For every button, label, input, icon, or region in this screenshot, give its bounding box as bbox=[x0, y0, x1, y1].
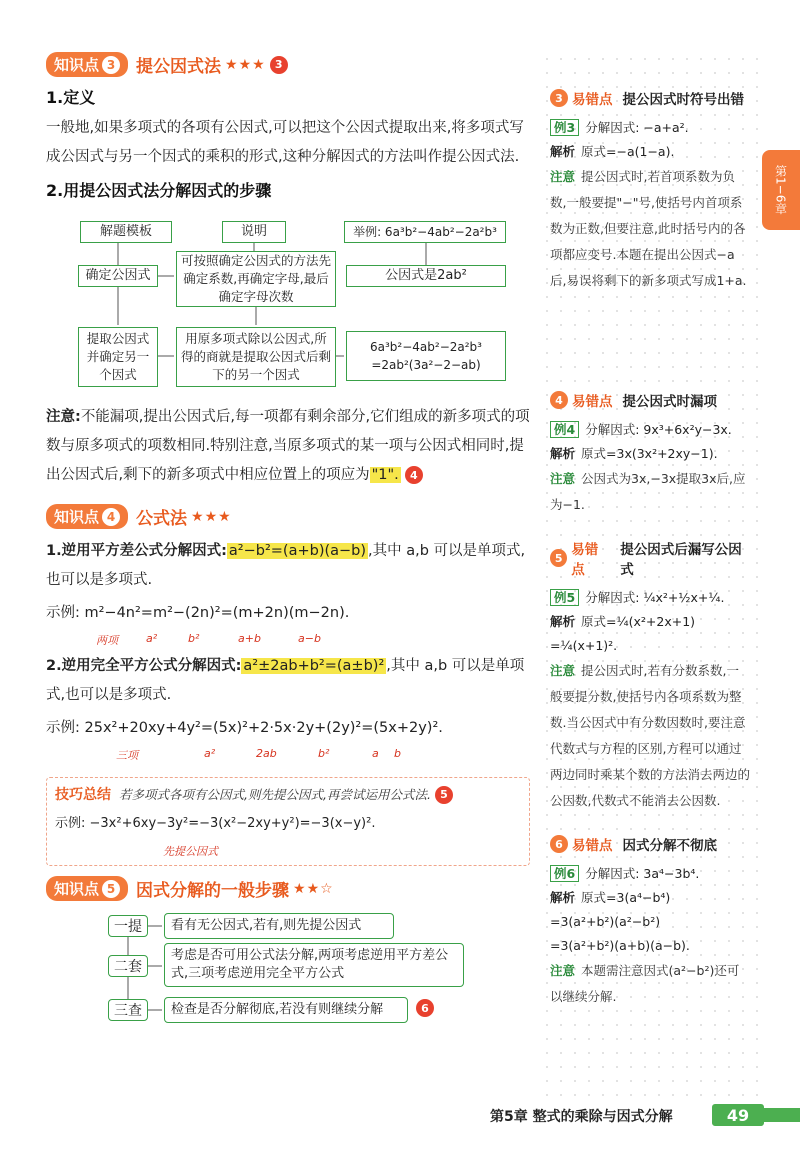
footer bbox=[0, 1100, 800, 1130]
ann1-1: a² bbox=[146, 632, 158, 645]
flow-a1: 确定公因式 bbox=[78, 265, 158, 287]
tip-annotation: 先提公因式 bbox=[163, 845, 218, 858]
e4-head: 4 易错点 提公因式时漏项 bbox=[550, 390, 750, 410]
e5-question: 例5 分解因式: ¼x²+½x+¼. bbox=[550, 586, 750, 610]
k3-title: 提公因式法 bbox=[136, 57, 222, 77]
ann2-5: b bbox=[394, 747, 401, 760]
k3-stars: ★★★ bbox=[225, 56, 266, 73]
e5-analysis-2: =¼(x+1)². bbox=[550, 638, 618, 653]
ann2-4: a bbox=[372, 747, 379, 760]
flow-a2: 提取公因式并确定另一个因式 bbox=[78, 327, 158, 387]
e6-question: 例6 分解因式: 3a⁴−3b⁴. bbox=[550, 862, 750, 886]
k3-mark: 3 bbox=[270, 56, 288, 74]
k3-sub1: 1.定义 bbox=[46, 88, 96, 107]
e5-note: 注意 提公因式时,若有分数系数,一般要提分数,使括号内各项系数为整数.当公因式中有分数因数时,要注意代数式与方程的区别,方程可以通过两边同时乘某个数的方法消去两边的公因数,代数式不能消去公因数. bbox=[550, 663, 751, 808]
k4-formula1: a²−b²=(a+b)(a−b) bbox=[228, 543, 367, 559]
e4-question: 例4 分解因式: 9x³+6x²y−3x. bbox=[550, 418, 750, 442]
step-1-desc: 看有无公因式,若有,则先提公因式 bbox=[164, 913, 394, 939]
e5-head: 5 易错点 提公因式后漏写公因式 bbox=[550, 538, 750, 578]
e6-head: 6 易错点 因式分解不彻底 bbox=[550, 834, 750, 854]
flow-h1: 解题模板 bbox=[80, 221, 172, 243]
e3-head: 3 易错点 提公因式时符号出错 bbox=[550, 88, 750, 108]
k4-rule1 bbox=[46, 537, 530, 595]
flow-h2: 说明 bbox=[222, 221, 286, 243]
footer-chapter: 第5章 整式的乘除与因式分解 bbox=[490, 1109, 673, 1125]
flow-c2-line1: 6a³b²−4ab²−2a²b³ bbox=[370, 340, 482, 354]
k4-formula2: a²±2ab+b²=(a±b)² bbox=[243, 658, 385, 674]
footer-bar bbox=[764, 1108, 800, 1122]
e6-analysis-3: =3(a²+b²)(a+b)(a−b). bbox=[550, 938, 690, 953]
flow-arrows bbox=[46, 221, 530, 397]
flow-c1: 公因式是2ab² bbox=[346, 265, 506, 287]
tip-head: 技巧总结 bbox=[55, 787, 111, 803]
k5-heading bbox=[46, 876, 530, 901]
tip-line bbox=[55, 784, 521, 804]
tip-text: 若多项式各项有公因式,则先提公因式,再尝试运用公式法. bbox=[119, 787, 431, 802]
chapter-tab[interactable]: 第1−6章 bbox=[762, 150, 800, 230]
k4-rule1-label: 1.逆用平方差公式分解因式: bbox=[46, 543, 227, 559]
ann2-3: b² bbox=[318, 747, 330, 760]
page-number: 49 bbox=[712, 1104, 764, 1126]
side-column bbox=[540, 52, 760, 1102]
k4-rule2-label: 2.逆用完全平方公式分解因式: bbox=[46, 658, 242, 674]
k5-steps bbox=[46, 909, 530, 1027]
e6-analysis-2: =3(a²+b²)(a²−b²) bbox=[550, 914, 661, 929]
step-arrows bbox=[46, 909, 176, 1027]
k4-title: 公式法 bbox=[136, 509, 188, 529]
e3-note: 注意 提公因式时,若首项系数为负数,一般要提"−"号,使括号内首项系数为正数,但要注意,此时括号内的各项都应变号.本题在提出公因式−a后,易误将剩下的新多项式写成1+a. bbox=[550, 169, 747, 288]
step-3-key: 三查 bbox=[108, 999, 148, 1021]
k3-tag: 知识点 3 bbox=[46, 52, 128, 77]
k3-definition: 一般地,如果多项式的各项有公因式,可以把这个公因式提取出来,将多项式写成公因式与另一个因式的乘积的形式,这种分解因式的方法叫作提公因式法. bbox=[46, 120, 524, 165]
ann1-0: 两项 bbox=[96, 634, 118, 647]
k3-sub2: 2.用提公因式法分解因式的步骤 bbox=[46, 181, 272, 200]
ann2-2: 2ab bbox=[256, 747, 277, 760]
ann2-1: a² bbox=[204, 747, 216, 760]
main-column bbox=[46, 52, 530, 1027]
k3-note bbox=[46, 403, 530, 490]
step-3-desc: 检查是否分解彻底,若没有则继续分解 bbox=[164, 997, 408, 1023]
k5-tag: 知识点 5 bbox=[46, 876, 128, 901]
flow-h3: 举例: 6a³b²−4ab²−2a²b³ bbox=[344, 221, 506, 243]
ann1-3: a+b bbox=[238, 632, 261, 645]
tip-example: 示例: −3x²+6xy−3y²=−3(x²−2xy+y²)=−3(x−y)². bbox=[55, 816, 376, 831]
e6-analysis: 解析 原式=3(a⁴−b⁴) bbox=[550, 890, 671, 905]
k4-example1-annotations bbox=[46, 622, 530, 652]
flow-b2: 用原多项式除以公因式,所得的商就是提取公因式后剩下的另一个因式 bbox=[176, 327, 336, 387]
k5-mark: 6 bbox=[416, 999, 434, 1017]
flow-b1: 可按照确定公因式的方法先确定系数,再确定字母,最后确定字母次数 bbox=[176, 251, 336, 307]
k3-note-mark: 4 bbox=[405, 466, 423, 484]
k3-note-label: 注意: bbox=[46, 409, 81, 425]
ann1-2: b² bbox=[188, 632, 200, 645]
e6-note: 注意 本题需注意因式(a²−b²)还可以继续分解. bbox=[550, 963, 740, 1004]
e4-note: 注意 公因式为3x,−3x提取3x后,应为−1. bbox=[550, 471, 746, 512]
k4-heading bbox=[46, 504, 530, 529]
step-1-key: 一提 bbox=[108, 915, 148, 937]
ann2-0: 三项 bbox=[116, 749, 138, 762]
step-2-desc: 考虑是否可用公式法分解,两项考虑逆用平方差公式,三项考虑逆用完全平方公式 bbox=[164, 943, 464, 987]
k3-flowchart bbox=[46, 221, 530, 397]
flow-c2-line2: =2ab²(3a²−2−ab) bbox=[371, 358, 481, 372]
k3-note-end: "1". bbox=[371, 467, 399, 483]
k4-tag: 知识点 4 bbox=[46, 504, 128, 529]
k4-rule2-tail: ,其中 a,b 可以是单项式,也可以是多项式. bbox=[46, 658, 525, 703]
k4-rule2 bbox=[46, 652, 530, 710]
e5-analysis: 解析 原式=¼(x²+2x+1) bbox=[550, 614, 696, 629]
k4-stars: ★★★ bbox=[191, 508, 232, 525]
k3-note-text: 不能漏项,提出公因式后,每一项都有剩余部分,它们组成的新多项式的项数与原多项式的项数相同.特别注意,当原多项式的某一项与公因式相同时,提出公因式后,剩下的新多项式中相应位置上的项应为 bbox=[46, 409, 530, 483]
k4-rule1-tail: ,其中 a,b 可以是单项式,也可以是多项式. bbox=[46, 543, 526, 588]
k4-tip-box bbox=[46, 777, 530, 866]
k3-heading bbox=[46, 52, 530, 77]
k4-example2-annotations bbox=[46, 737, 530, 767]
k5-stars: ★★☆ bbox=[293, 880, 334, 897]
e3-analysis: 解析 原式=−a(1−a). bbox=[550, 144, 675, 159]
k4-example1: 示例: m²−4n²=m²−(2n)²=(m+2n)(m−2n). bbox=[46, 605, 350, 621]
e3-question: 例3 分解因式: −a+a². bbox=[550, 116, 750, 140]
step-2-key: 二套 bbox=[108, 955, 148, 977]
k4-example2: 示例: 25x²+20xy+4y²=(5x)²+2·5x·2y+(2y)²=(5x+2y)². bbox=[46, 720, 443, 736]
tip-mark: 5 bbox=[435, 786, 453, 804]
e4-analysis: 解析 原式=3x(3x²+2xy−1). bbox=[550, 446, 718, 461]
ann1-4: a−b bbox=[298, 632, 321, 645]
k5-title: 因式分解的一般步骤 bbox=[136, 881, 290, 901]
